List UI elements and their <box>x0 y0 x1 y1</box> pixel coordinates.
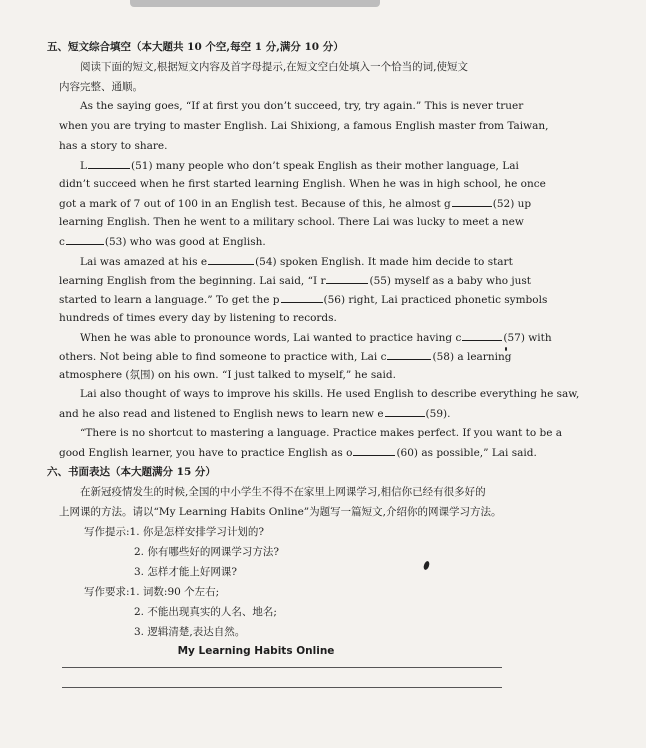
passage-line: got a mark of 7 out of 100 in an English test. Because of this, he almost g (52) up <box>59 198 532 210</box>
blank-53[interactable] <box>66 234 104 245</box>
passage-line: didn’t succeed when he first started learning English. When he was in high school, he once <box>59 178 546 190</box>
writing-line[interactable] <box>62 667 502 668</box>
passage-line: As the saying goes, “If at first you don’t succeed, try, try again.” This is never truer <box>80 100 524 112</box>
passage-line: c (53) who was good at English. <box>59 236 266 248</box>
section6-intro-cont: 上网课的方法。请以“My Learning Habits Online”为题写一篇短文,介绍你的网课学习方法。 <box>59 506 502 518</box>
writing-line[interactable] <box>62 687 502 688</box>
section5-instructions-cont: 内容完整、通顺。 <box>59 81 143 93</box>
hints-label: 写作提示: <box>84 526 130 538</box>
blank-51[interactable] <box>88 158 130 169</box>
blank-55[interactable] <box>326 273 368 284</box>
blank-60[interactable] <box>353 445 395 456</box>
section5-heading: 五、短文综合填空（本大题共 10 个空,每空 1 分,满分 10 分） <box>47 41 344 53</box>
passage-line: good English learner, you have to practice English as o (60) as possible,” Lai said. <box>59 447 537 459</box>
passage-line: learning English from the beginning. Lai said, “I r (55) myself as a baby who just <box>59 275 532 287</box>
passage-line: others. Not being able to find someone to practice with, Lai c (58) a learning <box>59 351 512 363</box>
passage-line: atmosphere (氛围) on his own. “I just talked to myself,” he said. <box>59 369 396 381</box>
writing-hints <box>0 525 596 539</box>
passage-line: Lai was amazed at his e (54) spoken English. It made him decide to start <box>80 256 513 268</box>
blank-54[interactable] <box>208 254 254 265</box>
passage-line: “There is no shortcut to mastering a language. Practice makes perfect. If you want to be a <box>80 427 563 439</box>
section5-instructions: 阅读下面的短文,根据短文内容及首字母提示,在短文空白处填入一个恰当的词,使短文 <box>80 61 469 73</box>
essay-title: My Learning Habits Online <box>177 645 335 657</box>
blank-52[interactable] <box>452 196 492 207</box>
passage-line: started to learn a language.” To get the p (56) right, Lai practiced phonetic symbols <box>59 294 548 306</box>
passage-line: has a story to share. <box>59 140 168 152</box>
passage-line: L (51) many people who don’t speak English as their mother language, Lai <box>80 160 519 172</box>
passage-line: when you are trying to master English. Lai Shixiong, a famous English master from Taiwan, <box>59 120 549 132</box>
passage-line: and he also read and listened to English news to learn new e (59). <box>59 408 451 420</box>
hint-item: 2. 你有哪些好的网课学习方法? <box>134 546 279 558</box>
passage-line: hundreds of times every day by listening to records. <box>59 312 337 324</box>
blank-51-letter: L <box>80 160 87 172</box>
blank-56[interactable] <box>281 292 323 303</box>
passage-line: learning English. Then he went to a military school. There Lai was lucky to meet a new <box>59 216 524 228</box>
requirements-label: 写作要求: <box>84 586 130 598</box>
section6-heading: 六、书面表达（本大题满分 15 分） <box>47 466 216 478</box>
passage-line: When he was able to pronounce words, Lai wanted to practice having c (57) with <box>80 332 552 344</box>
blank-57[interactable] <box>462 330 502 341</box>
hint-item: 3. 怎样才能上好网课? <box>134 566 237 578</box>
writing-requirements <box>0 585 596 599</box>
section6-intro: 在新冠疫情发生的时候,全国的中小学生不得不在家里上网课学习,相信你已经有很多好的 <box>80 486 486 498</box>
requirement-item: 2. 不能出现真实的人名、地名; <box>134 606 277 618</box>
ink-mark-icon <box>505 347 507 351</box>
blank-59[interactable] <box>385 406 425 417</box>
blank-58[interactable] <box>387 349 431 360</box>
passage-line: Lai also thought of ways to improve his skills. He used English to describe everything he saw, <box>80 388 580 400</box>
hint-item: 1. 你是怎样安排学习计划的? <box>129 526 265 538</box>
requirement-item: 1. 词数:90 个左右; <box>129 586 220 598</box>
requirement-item: 3. 逻辑清楚,表达自然。 <box>134 626 246 638</box>
